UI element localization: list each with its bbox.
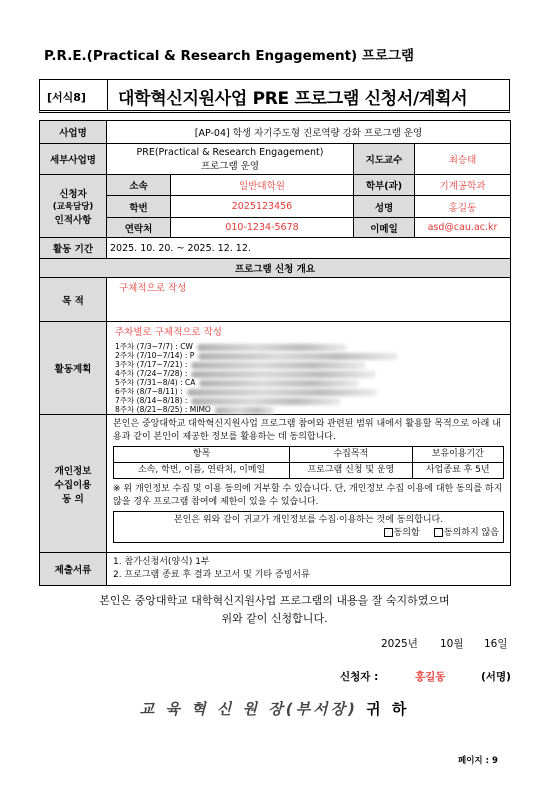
privacy-value-items: 소속, 학번, 이름, 연락처, 이메일 bbox=[114, 463, 290, 479]
plan-instruction: 주차별로 구체적으로 작성 bbox=[115, 327, 222, 338]
business-row bbox=[40, 121, 511, 144]
applicant-label-line3: 인적사항 bbox=[54, 215, 92, 226]
documents-item-2: 2. 프로그램 종료 후 결과 보고서 및 기타 증빙서류 bbox=[113, 570, 310, 580]
affiliation-row bbox=[40, 175, 511, 196]
consent-statement: 본인은 위와 같이 귀교가 개인정보를 수집·이용하는 것에 동의합니다. bbox=[173, 515, 444, 525]
agree-option-label[interactable]: 동의함 bbox=[393, 528, 420, 538]
phone-value[interactable]: 010-1234-5678 bbox=[171, 218, 354, 238]
plan-week-8: 8주차 (8/21~8/25) : MIMO bbox=[115, 405, 507, 414]
student-id-label: 학번 bbox=[107, 196, 171, 218]
privacy-label-line2: 수집이용 bbox=[54, 479, 92, 491]
recipient bbox=[0, 698, 549, 719]
privacy-header-purpose: 수집목적 bbox=[290, 447, 412, 463]
plan-content[interactable] bbox=[107, 322, 511, 415]
date-year[interactable]: 2025년 bbox=[381, 638, 418, 650]
disagree-checkbox[interactable] bbox=[434, 528, 443, 537]
sub-business-value-line1: PRE(Practical & Research Engagement) bbox=[136, 146, 324, 158]
business-value[interactable]: [AP-04] 학생 자기주도형 진로역량 강화 프로그램 운영 bbox=[107, 121, 511, 144]
documents-row bbox=[40, 553, 511, 586]
plan-week-3: 3주차 (7/17~7/21) : bbox=[115, 360, 507, 369]
page-number: 페이지 : 9 bbox=[458, 756, 498, 766]
advisor-value[interactable]: 최승태 bbox=[415, 144, 511, 175]
period-value[interactable]: 2025. 10. 20. ~ 2025. 12. 12. bbox=[107, 238, 511, 259]
overview-header-row bbox=[40, 259, 511, 278]
form-title: 대학혁신지원사업 PRE 프로그램 신청서/계획서 bbox=[118, 89, 468, 109]
name-value[interactable]: 홍길동 bbox=[415, 196, 511, 218]
agree-checkbox[interactable] bbox=[384, 528, 393, 537]
email-value[interactable]: asd@cau.ac.kr bbox=[415, 218, 511, 238]
contact-row bbox=[40, 218, 511, 238]
applicant-label-line1: 신청자 bbox=[59, 189, 87, 200]
purpose-label: 목 적 bbox=[40, 278, 107, 322]
signature-applicant-label: 신청자 : bbox=[340, 671, 379, 683]
sub-business-label: 세부사업명 bbox=[40, 144, 107, 175]
recipient-main: 교 육 혁 신 원 장(부서장) bbox=[139, 700, 358, 718]
affiliation-label: 소속 bbox=[107, 175, 171, 196]
privacy-label-line1: 개인정보 bbox=[54, 465, 92, 477]
date-day[interactable]: 16일 bbox=[484, 638, 508, 650]
documents-label: 제출서류 bbox=[40, 553, 107, 586]
period-label: 활동 기간 bbox=[40, 238, 107, 259]
signature-applicant-name[interactable]: 홍길동 bbox=[415, 671, 446, 683]
title-divider bbox=[107, 80, 108, 110]
purpose-row bbox=[40, 278, 511, 322]
documents-list bbox=[107, 553, 511, 586]
department-value[interactable]: 기계공학과 bbox=[415, 175, 511, 196]
privacy-header-items: 항목 bbox=[114, 447, 290, 463]
department-label: 학부(과) bbox=[354, 175, 415, 196]
overview-header: 프로그램 신청 개요 bbox=[40, 259, 511, 278]
form-label: [서식8] bbox=[47, 91, 86, 104]
privacy-items-table bbox=[113, 446, 504, 479]
closing-statement-line2: 위와 같이 신청합니다. bbox=[221, 612, 328, 625]
sub-business-value-line2: 프로그램 운영 bbox=[200, 160, 260, 172]
privacy-notice: ※ 위 개인정보 수집 및 이용 동의에 거부할 수 있습니다. 단, 개인정보 수집 이용에 대한 동의를 하지 않을 경우 프로그램 참여에 제한이 있을 수 있습니다. bbox=[113, 484, 503, 507]
signature-label: (서명) bbox=[481, 671, 511, 683]
privacy-label-line3: 동 의 bbox=[62, 493, 84, 505]
consent-box bbox=[113, 511, 504, 543]
plan-label: 활동계획 bbox=[40, 322, 107, 415]
period-row bbox=[40, 238, 511, 259]
sub-business-row bbox=[40, 144, 511, 175]
name-label: 성명 bbox=[354, 196, 415, 218]
documents-item-1: 1. 참가신청서(양식) 1부 bbox=[113, 557, 210, 567]
plan-week-5: 5주차 (7/31~8/4) : CA bbox=[115, 378, 507, 387]
applicant-label bbox=[40, 175, 107, 238]
privacy-row bbox=[40, 415, 511, 553]
privacy-label bbox=[40, 415, 107, 553]
application-form-table bbox=[39, 120, 511, 586]
plan-week-6: 6주차 (8/7~8/11) : bbox=[115, 387, 507, 396]
disagree-option-label[interactable]: 동의하지 않음 bbox=[443, 528, 499, 538]
recipient-suffix: 귀 하 bbox=[357, 700, 410, 718]
plan-row bbox=[40, 322, 511, 415]
sub-business-value[interactable] bbox=[107, 144, 354, 175]
program-header: P.R.E.(Practical & Research Engagement) 프로그램 bbox=[44, 48, 415, 64]
privacy-intro: 본인은 중앙대학교 대학혁신지원사업 프로그램 참여와 관련된 범위 내에서 활용할 목적으로 아래 내용과 같이 본인이 제공한 정보를 활용하는 데 동의합니다. bbox=[113, 419, 501, 442]
date-month[interactable]: 10월 bbox=[440, 638, 464, 650]
privacy-header-period: 보유이용기간 bbox=[412, 447, 503, 463]
plan-week-2: 2주차 (7/10~7/14) : P bbox=[115, 351, 507, 360]
privacy-value-purpose: 프로그램 신청 및 운영 bbox=[290, 463, 412, 479]
student-id-row bbox=[40, 196, 511, 218]
student-id-value[interactable]: 2025123456 bbox=[171, 196, 354, 218]
privacy-content bbox=[107, 415, 511, 553]
plan-week-4: 4주차 (7/24~7/28) : bbox=[115, 369, 507, 378]
consent-options bbox=[118, 527, 499, 540]
advisor-label: 지도교수 bbox=[354, 144, 415, 175]
privacy-value-period: 사업종료 후 5년 bbox=[412, 463, 503, 479]
applicant-label-line2: (교육담당) bbox=[52, 202, 94, 212]
plan-week-1: 1주차 (7/3~7/7) : CW bbox=[115, 342, 507, 351]
phone-label: 연락처 bbox=[107, 218, 171, 238]
affiliation-value[interactable]: 일반대학원 bbox=[171, 175, 354, 196]
purpose-value[interactable]: 구체적으로 작성 bbox=[107, 278, 511, 322]
plan-week-7: 7주차 (8/14~8/18) : bbox=[115, 396, 507, 405]
email-label: 이메일 bbox=[354, 218, 415, 238]
business-label: 사업명 bbox=[40, 121, 107, 144]
closing-statement-line1: 본인은 중앙대학교 대학혁신지원사업 프로그램의 내용을 잘 숙지하였으며 bbox=[99, 594, 450, 607]
